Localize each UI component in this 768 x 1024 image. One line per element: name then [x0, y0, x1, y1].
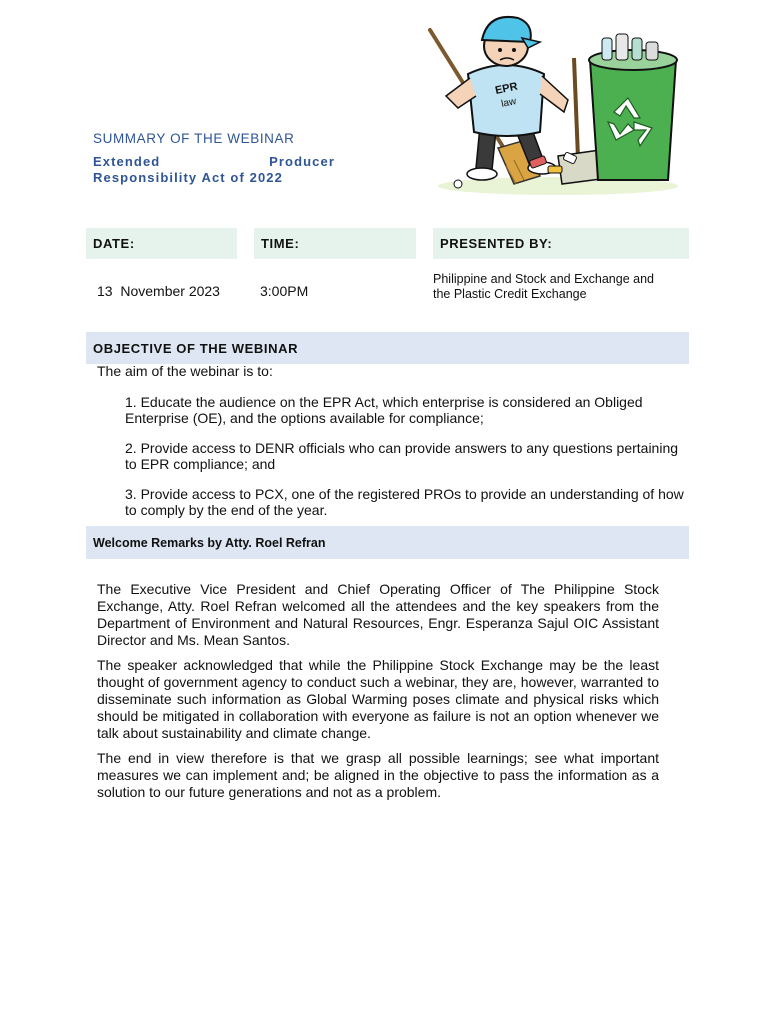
- title-word-extended: Extended: [93, 154, 161, 169]
- date-value: [97, 283, 220, 299]
- welcome-paragraph-2: The speaker acknowledged that while the Philippine Stock Exchange may be the least thought of government agency to conduct such a webinar, they are, however, warranted to disseminate such information as Global Warming poses climate and physical risks which should be mitigated in collaboration with everyone as failure is not an option whenever we talk about sustainability and climate change.: [97, 657, 659, 741]
- svg-text:law: law: [500, 96, 518, 110]
- webinar-title-line-1: [93, 154, 335, 169]
- epr-cartoon-illustration: [418, 8, 690, 198]
- summary-label: SUMMARY OF THE WEBINAR: [93, 131, 295, 146]
- welcome-paragraph-3: The end in view therefore is that we grasp all possible learnings; see what important measures we can implement and; be aligned in the objective to pass the information as a solution to our future generations and not as a problem.: [97, 750, 659, 800]
- objective-item-1: 1. Educate the audience on the EPR Act, which enterprise is considered an Obliged Enterprise (OE), and the options available for compliance;: [125, 394, 643, 426]
- objective-item-2: 2. Provide access to DENR officials who can provide answers to any questions pertaining to EPR compliance; and: [125, 440, 679, 472]
- time-value: 3:00PM: [260, 283, 309, 299]
- welcome-remarks-heading: Welcome Remarks by Atty. Roel Refran: [86, 526, 689, 559]
- objective-intro: The aim of the webinar is to:: [97, 363, 273, 379]
- date-day: 13: [97, 283, 113, 299]
- presented-line-2: the Plastic Credit Exchange: [433, 287, 587, 301]
- date-month-year: November 2023: [120, 283, 220, 299]
- welcome-paragraph-1: The Executive Vice President and Chief Operating Officer of The Philippine Stock Exchange, Atty. Roel Refran welcomed all the attendees and the key speakers from the Department of Environment and Natural Resources, Engr. Esperanza Sajul OIC Assistant Director and Ms. Mean Santos.: [97, 581, 659, 648]
- objective-heading: OBJECTIVE OF THE WEBINAR: [86, 332, 689, 364]
- recycling-bin-cartoon-icon: [418, 8, 690, 198]
- webinar-title-line-2: Responsibility Act of 2022: [93, 170, 283, 185]
- time-header: TIME:: [254, 228, 416, 259]
- presented-by-value: [433, 272, 654, 302]
- presented-by-header: PRESENTED BY:: [433, 228, 689, 259]
- objective-item-3: 3. Provide access to PCX, one of the registered PROs to provide an understanding of how to comply by the end of the year.: [125, 486, 684, 518]
- date-header: DATE:: [86, 228, 237, 259]
- title-word-producer: Producer: [269, 154, 335, 169]
- svg-text:EPR: EPR: [494, 80, 519, 97]
- presented-line-1: Philippine and Stock and Exchange and: [433, 272, 654, 286]
